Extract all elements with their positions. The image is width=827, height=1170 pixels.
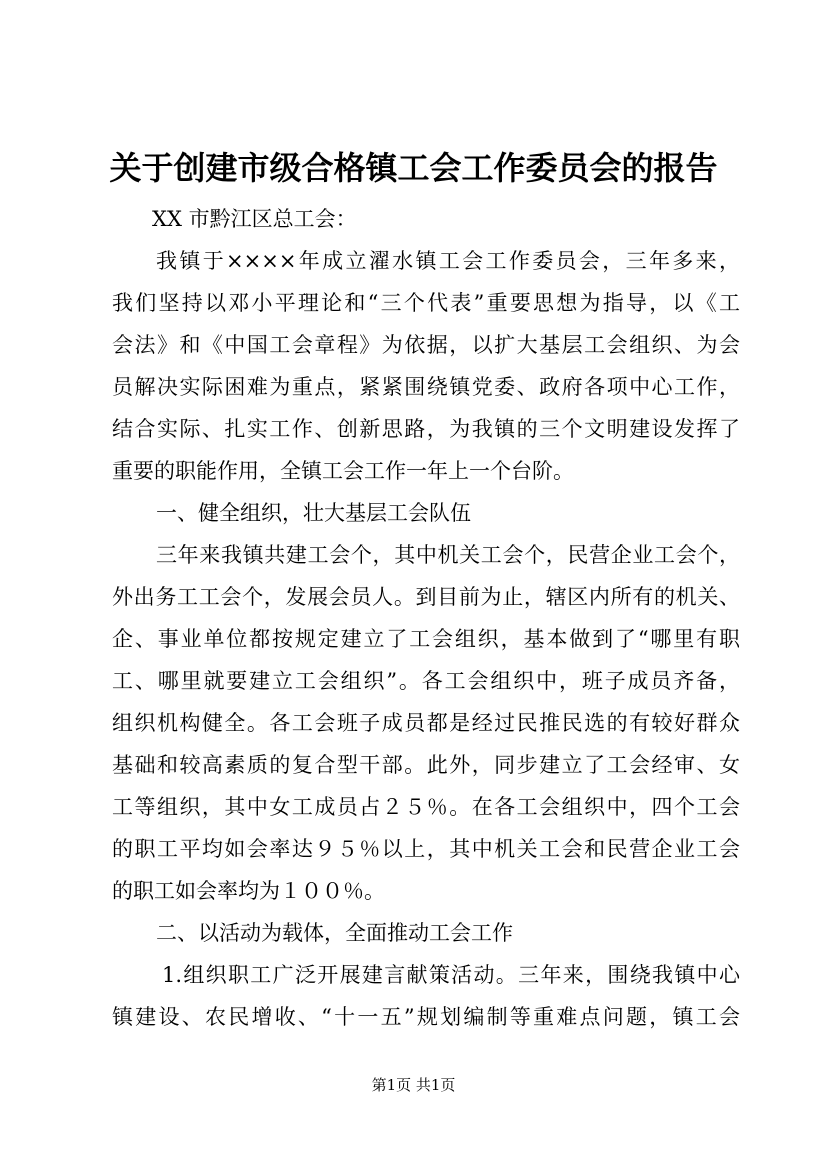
- paragraph-line: 企、事业单位都按规定建立了工会组织，基本做到了“哪里有职: [112, 627, 740, 651]
- paragraph-line: 1.组织职工广泛开展建言献策活动。三年来，围绕我镇中心: [162, 963, 740, 987]
- section-heading: 一、健全组织，壮大基层工会队伍: [156, 501, 471, 525]
- paragraph-line: 外出务工工会个，发展会员人。到目前为止，辖区内所有的机关、: [112, 585, 740, 609]
- paragraph-line: 会法》和《中国工会章程》为依据，以扩大基层工会组织、为会: [112, 333, 740, 357]
- paragraph-line: 工、哪里就要建立工会组织”。各工会组织中，班子成员齐备，: [112, 669, 740, 693]
- paragraph-line: 我们坚持以邓小平理论和“三个代表”重要思想为指导，以《工: [112, 291, 740, 315]
- paragraph-line: 三年来我镇共建工会个，其中机关工会个，民营企业工会个，: [156, 543, 740, 567]
- paragraph-line: 基础和较高素质的复合型干部。此外，同步建立了工会经审、女: [112, 753, 740, 777]
- paragraph-line: 我镇于××××年成立濯水镇工会工作委员会，三年多来，: [156, 249, 740, 273]
- paragraph-line: 工等组织，其中女工成员占２５％。在各工会组织中，四个工会: [112, 795, 740, 819]
- paragraph-line: 的职工如会率均为１００％。: [112, 879, 385, 903]
- paragraph-line: 的职工平均如会率达９５％以上，其中机关工会和民营企业工会: [112, 837, 740, 861]
- paragraph-line: 组织机构健全。各工会班子成员都是经过民推民选的有较好群众: [112, 711, 740, 735]
- paragraph-line: 镇建设、农民增收、“十一五”规划编制等重难点问题，镇工会: [112, 1005, 740, 1029]
- document-title: 关于创建市级合格镇工会工作委员会的报告: [109, 149, 718, 187]
- page-footer: 第1页 共1页: [371, 1076, 456, 1094]
- paragraph-line: 重要的职能作用，全镇工会工作一年上一个台阶。: [112, 459, 574, 483]
- salutation: XX 市黔江区总工会：: [152, 207, 357, 231]
- paragraph-line: 结合实际、扎实工作、创新思路，为我镇的三个文明建设发挥了: [112, 417, 740, 441]
- paragraph-line: 员解决实际困难为重点，紧紧围绕镇党委、政府各项中心工作，: [112, 375, 740, 399]
- section-heading: 二、以活动为载体，全面推动工会工作: [156, 921, 513, 945]
- document-body: [112, 198, 740, 1038]
